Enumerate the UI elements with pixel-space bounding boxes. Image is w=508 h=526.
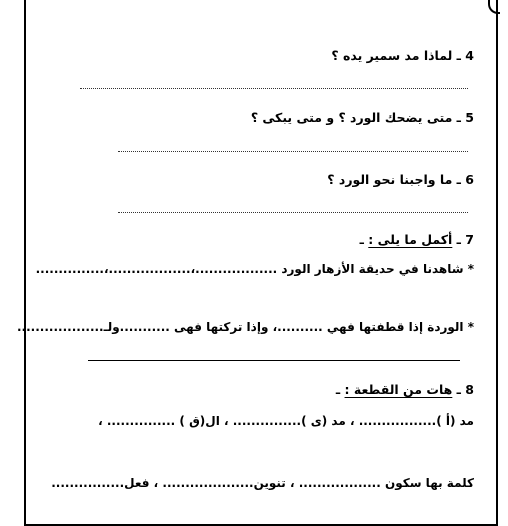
answer-line-q4[interactable] <box>80 88 468 89</box>
q7-sentence-2: * الوردة إذا قطفتها فهي ..........، وإذا تركتها فهى ...........ولـ................... <box>17 320 474 334</box>
answer-line-q5[interactable] <box>118 151 468 152</box>
q7-sentence-1: * شاهدنا في حديقة الأزهار الورد ..................،..................،............... <box>35 262 474 276</box>
question-7-dash: ـ <box>359 232 364 247</box>
answer-line-q6[interactable] <box>118 212 468 213</box>
question-8-number: 8 ـ <box>456 382 474 397</box>
question-5: 5 ـ متى يضحك الورد ؟ و متى يبكى ؟ <box>250 110 474 125</box>
question-8-heading: هات من القطعة : <box>344 382 453 397</box>
question-6: 6 ـ ما واجبنا نحو الورد ؟ <box>327 172 474 187</box>
q8-line-2: كلمة بها سكون .................. ، تنوين.................... ، فعل................ <box>51 476 474 490</box>
question-7-heading: أكمل ما يلى : <box>368 232 453 247</box>
question-7 <box>360 232 474 247</box>
question-7-number: 7 ـ <box>456 232 474 247</box>
section-divider <box>88 360 460 361</box>
question-8 <box>336 382 474 397</box>
question-8-dash: ـ <box>335 382 341 397</box>
q8-line-1: مد (أ )................. ، مد (ى )............... ، ال(ق ) ............... ، <box>98 414 474 428</box>
question-4: 4 ـ لماذا مد سمير يده ؟ <box>331 48 474 63</box>
